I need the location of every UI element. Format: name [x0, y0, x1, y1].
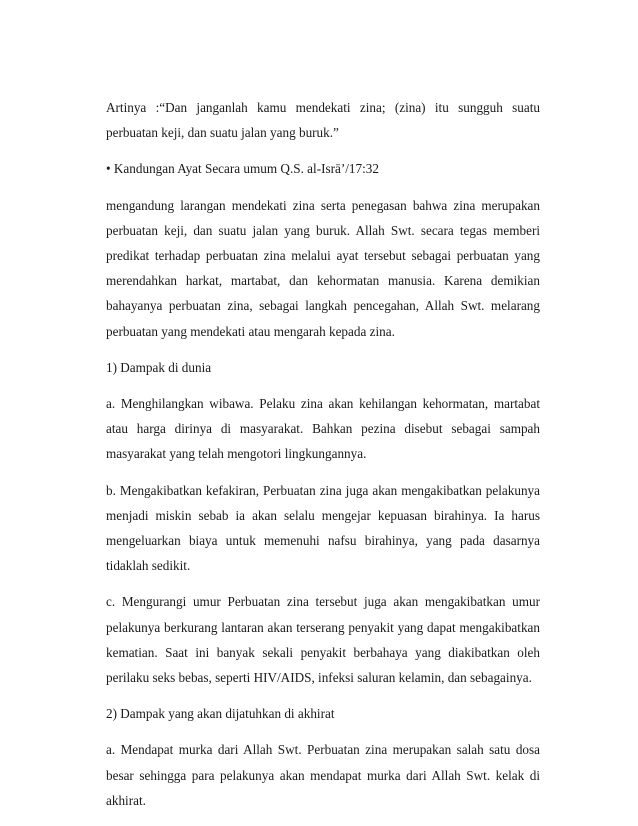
document-page [106, 95, 540, 824]
explanation-paragraph: mengandung larangan mendekati zina serta penegasan bahwa zina merupakan perbuatan keji, dan suatu jalan yang buruk. Allah Swt. secara tegas memberi predikat terhadap perbuatan zina melalui ayat tersebut sebagai perbuatan yang merendahkan harkat, martabat, dan kehormatan manusia. Karena demikian bahayanya perbuatan zina, sebagai langkah pencegahan, Allah Swt. melarang perbuatan yang mendekati atau mengarah kepada zina. [106, 197, 540, 339]
section-heading-afterlife: 2) Dampak yang akan dijatuhkan di akhirat [106, 706, 335, 722]
content-heading: • Kandungan Ayat Secara umum Q.S. al-Isrā’/17:32 [106, 161, 379, 177]
point-c-paragraph: c. Mengurangi umur Perbuatan zina tersebut juga akan mengakibatkan umur pelakunya berkurang lantaran akan terserang penyakit yang dapat mengakibatkan kematian. Saat ini banyak sekali penyakit berbahaya yang diakibatkan oleh perilaku seks bebas, seperti HIV/AIDS, infeksi saluran kelamin, dan sebagainya. [106, 594, 540, 686]
section-heading-world: 1) Dampak di dunia [106, 359, 212, 375]
point-a-paragraph: a. Menghilangkan wibawa. Pelaku zina akan kehilangan kehormatan, martabat atau harga dirinya di masyarakat. Bahkan pezina disebut sebagai sampah masyarakat yang telah mengotori lingkungannya. [106, 396, 540, 462]
translation-paragraph: Artinya :“Dan janganlah kamu mendekati zina; (zina) itu sungguh suatu perbuatan keji, dan suatu jalan yang buruk.” [106, 100, 540, 141]
point-b-paragraph: b. Mengakibatkan kefakiran, Perbuatan zina juga akan mengakibatkan pelakunya menjadi miskin sebab ia akan selalu mengejar kepuasan birahinya. Ia harus mengeluarkan biaya untuk memenuhi nafsu birahinya, yang pada dasarnya tidaklah sedikit. [106, 482, 540, 574]
afterlife-point-a-paragraph: a. Mendapat murka dari Allah Swt. Perbuatan zina merupakan salah satu dosa besar sehingga para pelakunya akan mendapat murka dari Allah Swt. kelak di akhirat. [106, 742, 540, 808]
